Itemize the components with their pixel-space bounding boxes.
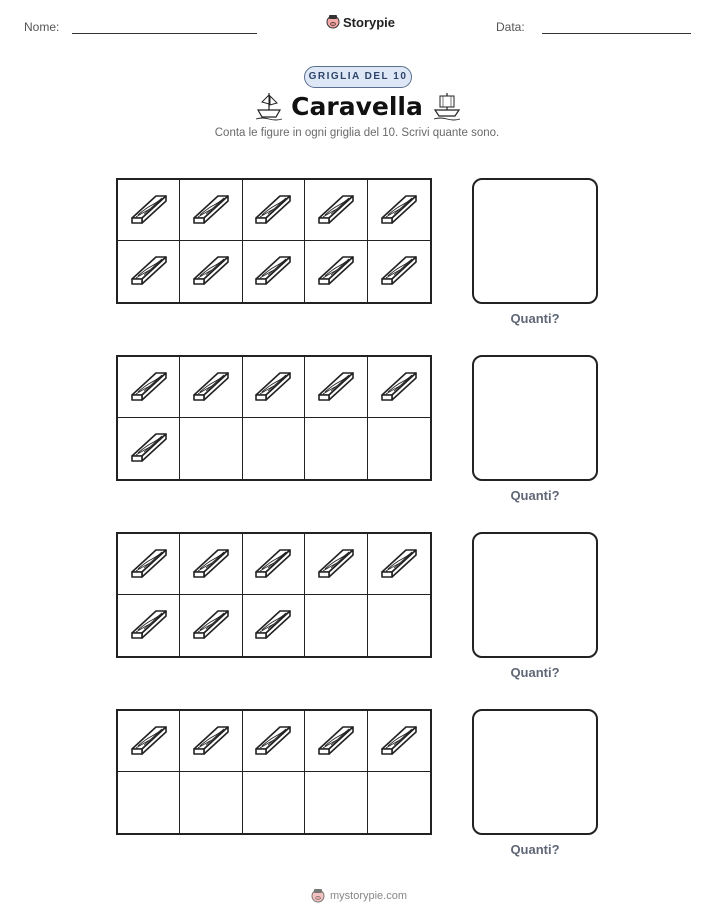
wooden-plank-icon xyxy=(190,542,232,587)
grid-cell xyxy=(305,595,367,656)
pig-mascot-icon xyxy=(310,888,326,904)
wooden-plank-icon xyxy=(252,719,294,764)
grid-cell xyxy=(118,357,180,418)
ten-frame-grid xyxy=(116,709,432,835)
grid-cell xyxy=(180,595,242,656)
wooden-plank-icon xyxy=(128,719,170,764)
grid-cell xyxy=(180,772,242,833)
grid-cell xyxy=(305,534,367,595)
pig-mascot-icon xyxy=(326,14,340,30)
grid-cell xyxy=(118,180,180,241)
ten-frame-grid xyxy=(116,178,432,304)
instructions: Conta le figure in ogni griglia del 10. Scrivi quante sono. xyxy=(214,127,500,139)
grid-cell xyxy=(368,180,430,241)
answer-label: Quanti? xyxy=(510,665,560,680)
grid-cell xyxy=(305,241,367,302)
grid-cell xyxy=(180,180,242,241)
grid-cell xyxy=(243,711,305,772)
grid-cell xyxy=(180,418,242,479)
brand-name: Storypie xyxy=(343,14,396,30)
wooden-plank-icon xyxy=(190,365,232,410)
answer-box[interactable] xyxy=(472,709,598,835)
wooden-plank-icon xyxy=(315,542,357,587)
wooden-plank-icon xyxy=(315,365,357,410)
wooden-plank-icon xyxy=(378,249,420,294)
answer-box[interactable] xyxy=(472,355,598,481)
wooden-plank-icon xyxy=(378,365,420,410)
wooden-plank-icon xyxy=(252,542,294,587)
grid-cell xyxy=(243,357,305,418)
wooden-plank-icon xyxy=(378,719,420,764)
wooden-plank-icon xyxy=(315,719,357,764)
wooden-plank-icon xyxy=(315,188,357,233)
wooden-plank-icon xyxy=(190,188,232,233)
worksheet-title: Caravella xyxy=(291,92,423,121)
answer-box[interactable] xyxy=(472,532,598,658)
ten-frame-grid xyxy=(116,532,432,658)
ten-frame-grid xyxy=(116,355,432,481)
wooden-plank-icon xyxy=(128,603,170,648)
grid-cell xyxy=(118,241,180,302)
wooden-plank-icon xyxy=(128,249,170,294)
grid-cell xyxy=(305,357,367,418)
wooden-plank-icon xyxy=(128,365,170,410)
answer-box[interactable] xyxy=(472,178,598,304)
grid-cell xyxy=(368,534,430,595)
footer xyxy=(310,888,407,904)
wooden-plank-icon xyxy=(252,249,294,294)
grid-cell xyxy=(180,241,242,302)
wooden-plank-icon xyxy=(378,188,420,233)
date-label: Data: xyxy=(496,20,525,34)
name-line[interactable] xyxy=(72,33,257,34)
wooden-plank-icon xyxy=(315,249,357,294)
grid-cell xyxy=(243,180,305,241)
caravel-ship-icon xyxy=(254,90,284,122)
grid-cell xyxy=(180,534,242,595)
grid-cell xyxy=(243,772,305,833)
grid-cell xyxy=(368,772,430,833)
grid-cell xyxy=(243,534,305,595)
grid-cell xyxy=(305,180,367,241)
footer-url[interactable]: mystorypie.com xyxy=(330,890,408,902)
wooden-plank-icon xyxy=(190,719,232,764)
wooden-plank-icon xyxy=(378,542,420,587)
worksheet-badge: GRIGLIA DEL 10 xyxy=(304,66,412,88)
answer-label: Quanti? xyxy=(510,488,560,503)
wooden-plank-icon xyxy=(128,188,170,233)
wooden-plank-icon xyxy=(128,426,170,471)
grid-cell xyxy=(368,357,430,418)
name-label: Nome: xyxy=(24,20,60,34)
grid-cell xyxy=(243,241,305,302)
grid-cell xyxy=(305,711,367,772)
wooden-plank-icon xyxy=(190,249,232,294)
grid-cell xyxy=(118,418,180,479)
grid-cell xyxy=(243,595,305,656)
answer-label: Quanti? xyxy=(510,311,560,326)
wooden-plank-icon xyxy=(128,542,170,587)
grid-cell xyxy=(180,711,242,772)
grid-cell xyxy=(305,418,367,479)
wooden-plank-icon xyxy=(252,365,294,410)
grid-cell xyxy=(305,772,367,833)
answer-label: Quanti? xyxy=(510,842,560,857)
grid-cell xyxy=(180,357,242,418)
grid-cell xyxy=(118,772,180,833)
grid-cell xyxy=(368,595,430,656)
wooden-plank-icon xyxy=(190,603,232,648)
grid-cell xyxy=(118,711,180,772)
grid-cell xyxy=(368,418,430,479)
wooden-plank-icon xyxy=(252,188,294,233)
date-line[interactable] xyxy=(542,33,691,34)
grid-cell xyxy=(243,418,305,479)
longship-icon xyxy=(432,90,462,122)
grid-cell xyxy=(368,711,430,772)
wooden-plank-icon xyxy=(252,603,294,648)
grid-cell xyxy=(118,595,180,656)
grid-cell xyxy=(368,241,430,302)
brand-logo xyxy=(326,14,395,30)
grid-cell xyxy=(118,534,180,595)
